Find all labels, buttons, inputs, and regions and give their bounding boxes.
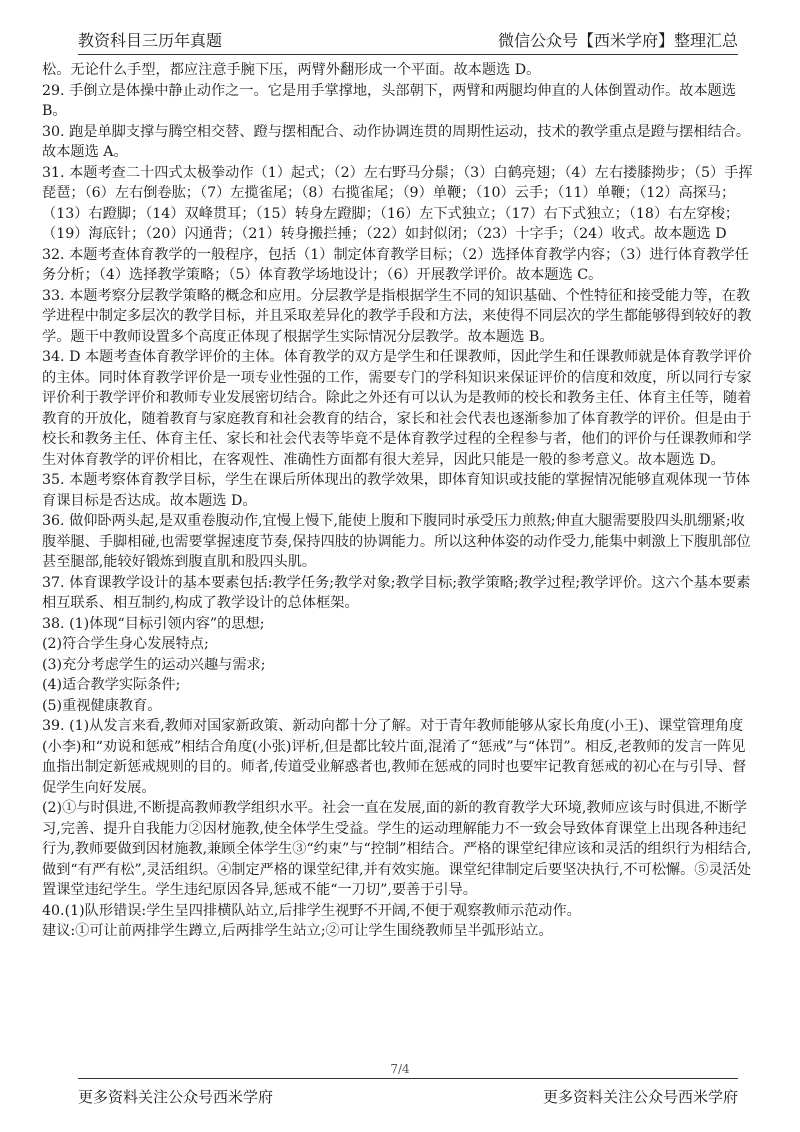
- answer-body: [42, 60, 758, 942]
- page-header: [78, 28, 738, 55]
- header-right-source: 微信公众号【西米学府】整理汇总: [497, 31, 738, 50]
- paragraph: (3)充分考虑学生的运动兴趣与需求;: [42, 656, 266, 673]
- paragraph: 建议:①可让前两排学生蹲立,后两排学生站立;②可让学生围绕教师呈半弧形站立。: [42, 923, 553, 939]
- paragraph: 36. 做仰卧两头起,是双重卷腹动作,宜慢上慢下,能使上腹和下腹同时承受压力煎熬;伸直大腿需要股四头肌绷紧;收腹举腿、手脚相碰,也需要掌握速度节奏,保持四肢的协调能力。所以这种体姿的动作受力,能集中刺激上下腹肌部位甚至腿部,能较好锻炼到腹直肌和股四头肌。: [42, 513, 751, 570]
- paragraph: 34. D 本题考查体育教学评价的主体。体育教学的双方是学生和任课教师，因此学生和任课教师就是体育教学评价的主体。同时体育教学评价是一项专业性强的工作，需要专门的学科知识来保证评价的信度和效度，所以同行专家评价利于教学评价和教师专业发展密切结合。除此之外还有可以认为是教师的校长和教务主任、体育主任等，随着教育的开放化，随着教育与家庭教育和社会教育的结合，家长和社会代表也逐渐参加了体育教学的评价。但是由于校长和教务主任、体育主任、家长和社会代表等毕竟不是体育教学过程的全程参与者，他们的评价与任课教师和学生对体育教学的评价相比，在客观性、准确性方面都有很大差异，因此只能是一般的参考意义。故本题选 D。: [42, 349, 752, 468]
- paragraph: 32. 本题考查体育教学的一般程序，包括（1）制定体育教学目标；（2）选择体育教学内容；（3）进行体育教学任务分析；（4）选择教学策略；（5）体育教学场地设计；（6）开展教学评价。故本题选 C。: [42, 246, 749, 283]
- paragraph: 31. 本题考查二十四式太极拳动作（1）起式；（2）左右野马分鬃；（3）白鹤亮翅；（4）左右搂膝拗步；（5）手挥琵琶；（6）左右倒卷肱；（7）左揽雀尾；（8）右揽雀尾；（9）单鞭；（10）云手；（11）单鞭；（12）高探马；（13）右蹬脚；（14）双峰贯耳；（15）转身左蹬脚；（16）左下式独立；（17）右下式独立；（18）右左穿梭；（19）海底针；（20）闪通背；（21）转身搬拦捶；（22）如封似闭；（23）十字手；（24）收式。故本题选 D: [42, 164, 753, 242]
- paragraph: 37. 体育课教学设计的基本要素包括:教学任务;教学对象;教学目标;教学策略;教学过程;教学评价。这六个基本要素相互联系、相互制约,构成了教学设计的总体框架。: [42, 574, 751, 611]
- paragraph: 松。无论什么手型，都应注意手腕下压，两臂外翻形成一个平面。故本题选 D。: [42, 62, 541, 78]
- footer-left-note: 更多资料关注公众号西米学府: [78, 1088, 274, 1106]
- paragraph: 29. 手倒立是体操中静止动作之一。它是用手掌撑地，头部朝下，两臂和两腿均伸直的人体倒置动作。故本题选 B。: [42, 82, 736, 119]
- paragraph: (2)①与时俱进,不断提高教师教学组织水平。社会一直在发展,面的新的教育教学大环境,教师应该与时俱进,不断学习,完善、提升自我能力②因材施教,使全体学生受益。学生的运动理解能力不一致会导致体育课堂上出现各种违纪行为,教师要做到因材施教,兼顾全体学生③“约束”与“控制”相结合。严格的课堂纪律应该和灵活的组织行为相结合,做到“有严有松”,灵活组织。④制定严格的课堂纪律,并有效实施。课堂纪律制定后要坚决执行,不可松懈。⑤灵活处置课堂违纪学生。学生违纪原因各异,惩戒不能“一刀切”,要善于引导。: [42, 800, 752, 898]
- paragraph: 40.(1)队形错误:学生呈四排横队站立,后排学生视野不开阔,不便于观察教师示范动作。: [42, 902, 581, 919]
- page-number: 7/4: [390, 1062, 410, 1076]
- header-left-title: 教资科目三历年真题: [78, 31, 223, 50]
- paragraph: 38. (1)体现“目标引领内容”的思想;: [42, 615, 265, 632]
- footer-right-note: 更多资料关注公众号西米学府: [542, 1088, 738, 1106]
- footer-divider: [78, 1078, 738, 1079]
- paragraph: (5)重视健康教育。: [42, 697, 162, 714]
- paragraph: (2)符合学生身心发展特点;: [42, 636, 209, 652]
- paragraph: 33. 本题考察分层教学策略的概念和应用。分层教学是指根据学生不同的知识基础、个性特征和接受能力等，在教学进程中制定多层次的教学目标，并且采取差异化的教学手段和方法，来使得不同层次的学生都能够得到较好的教学。题干中教师设置多个高度正体现了根据学生实际情况分层教学。故本题选 B。: [42, 287, 752, 345]
- paragraph: 39. (1)从发言来看,教师对国家新政策、新动向都十分了解。对于青年教师能够从家长角度(小王)、课堂管理角度(小李)和“劝说和惩戒”相结合角度(小张)评析,但是都比较片面,混淆了“惩戒”与“体罚”。相反,老教师的发言一阵见血指出制定新惩戒规则的目的。师者,传道受业解惑者也,教师在惩戒的同时也要牢记教育惩戒的初心在与引导、督促学生向好发展。: [42, 718, 747, 796]
- paragraph: (4)适合教学实际条件;: [42, 677, 181, 693]
- paragraph: 35. 本题考察体育教学目标，学生在课后所体现出的教学效果，即体育知识或技能的掌握情况能够直观体现一节体育课目标是否达成。故本题选 D。: [42, 472, 751, 509]
- paragraph: 30. 跑是单脚支撑与腾空相交替、蹬与摆相配合、动作协调连贯的周期性运动，技术的教学重点是蹬与摆相结合。故本题选 A。: [42, 123, 751, 160]
